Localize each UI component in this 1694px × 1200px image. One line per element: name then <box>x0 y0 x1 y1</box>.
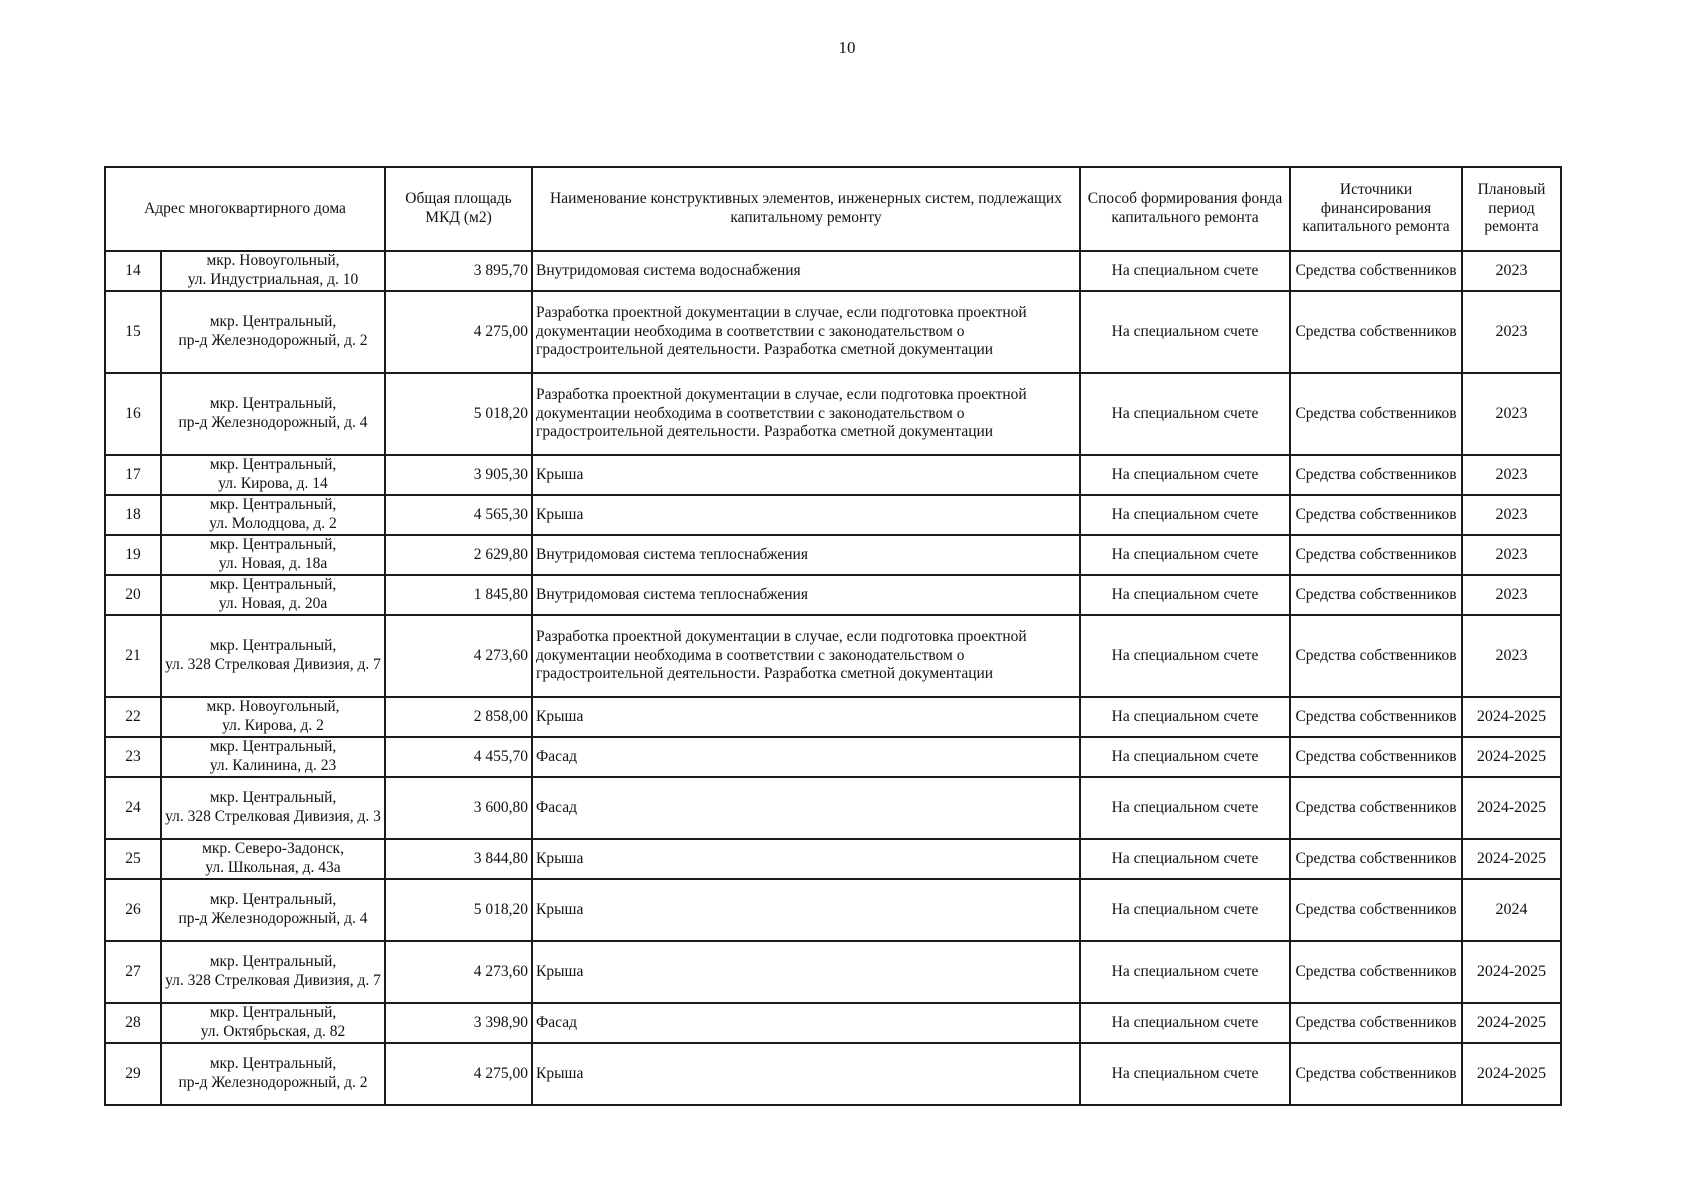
table-row <box>105 251 1561 291</box>
row-number: 29 <box>105 1043 161 1105</box>
period-value: 2023 <box>1495 405 1528 423</box>
period-value: 2024-2025 <box>1476 963 1547 981</box>
page-number: 10 <box>838 38 856 57</box>
row-number: 18 <box>105 495 161 535</box>
method-cell: На специальном счете <box>1080 373 1290 455</box>
method-cell: На специальном счете <box>1080 575 1290 615</box>
address-cell <box>161 495 385 535</box>
method-cell: На специальном счете <box>1080 615 1290 697</box>
period-value: 2024-2025 <box>1476 708 1547 726</box>
method-cell: На специальном счете <box>1080 251 1290 291</box>
element-cell: Фасад <box>532 1003 1080 1043</box>
table-row <box>105 1003 1561 1043</box>
table-row <box>105 535 1561 575</box>
address-district: мкр. Центральный, <box>209 738 337 756</box>
table-row <box>105 615 1561 697</box>
area-cell: 4 275,00 <box>385 291 532 373</box>
address-cell <box>161 251 385 291</box>
element-cell: Крыша <box>532 879 1080 941</box>
element-cell: Крыша <box>532 941 1080 1003</box>
row-number: 19 <box>105 535 161 575</box>
element-cell: Крыша <box>532 839 1080 879</box>
row-number: 23 <box>105 737 161 777</box>
address-cell <box>161 941 385 1003</box>
period-cell <box>1462 495 1561 535</box>
address-street: пр-д Железнодорожный, д. 2 <box>178 332 368 349</box>
address-district: мкр. Центральный, <box>209 953 337 971</box>
period-cell <box>1462 575 1561 615</box>
source-cell: Средства собственников <box>1290 941 1462 1003</box>
address-cell <box>161 1043 385 1105</box>
address-street: ул. Индустриальная, д. 10 <box>187 271 359 288</box>
method-cell: На специальном счете <box>1080 879 1290 941</box>
period-cell <box>1462 1043 1561 1105</box>
method-cell: На специальном счете <box>1080 291 1290 373</box>
period-value: 2024 <box>1495 901 1528 919</box>
address-district: мкр. Центральный, <box>209 891 337 909</box>
table-row <box>105 941 1561 1003</box>
period-cell <box>1462 373 1561 455</box>
element-cell: Разработка проектной документации в случае, если подготовка проектной документации необходима в соответствии с законодательством о градостроительной деятельности. Разработка сметной документации <box>532 291 1080 373</box>
address-street: пр-д Железнодорожный, д. 4 <box>178 910 368 927</box>
area-cell: 3 895,70 <box>385 251 532 291</box>
source-cell: Средства собственников <box>1290 251 1462 291</box>
header-method: Способ формирования фонда капитального ремонта <box>1080 167 1290 251</box>
row-number: 27 <box>105 941 161 1003</box>
address-cell <box>161 1003 385 1043</box>
source-cell: Средства собственников <box>1290 373 1462 455</box>
period-value: 2024-2025 <box>1476 799 1547 817</box>
method-cell: На специальном счете <box>1080 697 1290 737</box>
period-cell <box>1462 615 1561 697</box>
row-number: 22 <box>105 697 161 737</box>
method-cell: На специальном счете <box>1080 777 1290 839</box>
address-street: ул. Школьная, д. 43а <box>205 859 341 876</box>
address-cell <box>161 455 385 495</box>
address-cell <box>161 535 385 575</box>
element-cell: Внутридомовая система теплоснабжения <box>532 535 1080 575</box>
source-cell: Средства собственников <box>1290 1043 1462 1105</box>
element-cell: Крыша <box>532 495 1080 535</box>
period-cell <box>1462 697 1561 737</box>
element-cell: Крыша <box>532 455 1080 495</box>
method-cell: На специальном счете <box>1080 1003 1290 1043</box>
table-row <box>105 495 1561 535</box>
source-cell: Средства собственников <box>1290 495 1462 535</box>
row-number: 16 <box>105 373 161 455</box>
address-cell <box>161 615 385 697</box>
period-value: 2023 <box>1495 323 1528 341</box>
address-cell <box>161 697 385 737</box>
row-number: 14 <box>105 251 161 291</box>
address-street: ул. Октябрьская, д. 82 <box>200 1023 346 1040</box>
area-cell: 2 858,00 <box>385 697 532 737</box>
table-row <box>105 777 1561 839</box>
address-district: мкр. Центральный, <box>209 789 337 807</box>
method-cell: На специальном счете <box>1080 535 1290 575</box>
area-cell: 2 629,80 <box>385 535 532 575</box>
address-street: ул. 328 Стрелковая Дивизия, д. 7 <box>165 972 381 989</box>
address-district: мкр. Центральный, <box>209 496 337 514</box>
source-cell: Средства собственников <box>1290 291 1462 373</box>
table-row <box>105 839 1561 879</box>
area-cell: 5 018,20 <box>385 373 532 455</box>
table-row <box>105 879 1561 941</box>
element-cell: Внутридомовая система теплоснабжения <box>532 575 1080 615</box>
source-cell: Средства собственников <box>1290 1003 1462 1043</box>
address-street: ул. Новая, д. 18а <box>218 555 328 572</box>
area-cell: 4 273,60 <box>385 615 532 697</box>
element-cell: Разработка проектной документации в случае, если подготовка проектной документации необходима в соответствии с законодательством о градостроительной деятельности. Разработка сметной документации <box>532 615 1080 697</box>
table-row <box>105 737 1561 777</box>
period-cell <box>1462 941 1561 1003</box>
source-cell: Средства собственников <box>1290 575 1462 615</box>
method-cell: На специальном счете <box>1080 737 1290 777</box>
row-number: 15 <box>105 291 161 373</box>
address-district: мкр. Северо-Задонск, <box>202 840 344 858</box>
element-cell: Крыша <box>532 1043 1080 1105</box>
header-period: Плановый период ремонта <box>1462 167 1561 251</box>
period-value: 2023 <box>1495 546 1528 564</box>
address-district: мкр. Центральный, <box>209 576 337 594</box>
table-header-row <box>105 167 1561 251</box>
table-row <box>105 575 1561 615</box>
header-elements: Наименование конструктивных элементов, инженерных систем, подлежащих капитальному ремонту <box>532 167 1080 251</box>
element-cell: Фасад <box>532 777 1080 839</box>
row-number: 21 <box>105 615 161 697</box>
address-cell <box>161 879 385 941</box>
source-cell: Средства собственников <box>1290 697 1462 737</box>
address-street: ул. Новая, д. 20а <box>218 595 328 612</box>
period-value: 2024-2025 <box>1476 1065 1547 1083</box>
header-address: Адрес многоквартирного дома <box>105 167 385 251</box>
source-cell: Средства собственников <box>1290 615 1462 697</box>
address-street: ул. Кирова, д. 14 <box>218 475 328 492</box>
period-value: 2023 <box>1495 586 1528 604</box>
area-cell: 5 018,20 <box>385 879 532 941</box>
address-cell <box>161 777 385 839</box>
address-district: мкр. Центральный, <box>209 536 337 554</box>
period-cell <box>1462 1003 1561 1043</box>
address-district: мкр. Новоугольный, <box>206 252 340 270</box>
row-number: 17 <box>105 455 161 495</box>
address-cell <box>161 291 385 373</box>
table-row <box>105 697 1561 737</box>
address-street: ул. Калинина, д. 23 <box>209 757 337 774</box>
address-street: ул. Кирова, д. 2 <box>222 717 324 734</box>
period-value: 2024-2025 <box>1476 748 1547 766</box>
header-source: Источники финансирования капитального ремонта <box>1290 167 1462 251</box>
address-district: мкр. Центральный, <box>209 1004 337 1022</box>
row-number: 24 <box>105 777 161 839</box>
address-street: ул. 328 Стрелковая Дивизия, д. 3 <box>165 808 381 825</box>
period-cell <box>1462 879 1561 941</box>
row-number: 20 <box>105 575 161 615</box>
area-cell: 4 565,30 <box>385 495 532 535</box>
method-cell: На специальном счете <box>1080 839 1290 879</box>
method-cell: На специальном счете <box>1080 455 1290 495</box>
source-cell: Средства собственников <box>1290 455 1462 495</box>
area-cell: 4 275,00 <box>385 1043 532 1105</box>
element-cell: Фасад <box>532 737 1080 777</box>
period-value: 2023 <box>1495 262 1528 280</box>
row-number: 26 <box>105 879 161 941</box>
period-cell <box>1462 291 1561 373</box>
area-cell: 3 600,80 <box>385 777 532 839</box>
element-cell: Внутридомовая система водоснабжения <box>532 251 1080 291</box>
source-cell: Средства собственников <box>1290 535 1462 575</box>
source-cell: Средства собственников <box>1290 839 1462 879</box>
address-district: мкр. Центральный, <box>209 456 337 474</box>
capital-repair-table <box>104 166 1562 1106</box>
source-cell: Средства собственников <box>1290 737 1462 777</box>
period-cell <box>1462 535 1561 575</box>
table-row <box>105 455 1561 495</box>
period-value: 2023 <box>1495 647 1528 665</box>
address-cell <box>161 373 385 455</box>
method-cell: На специальном счете <box>1080 941 1290 1003</box>
address-street: пр-д Железнодорожный, д. 2 <box>178 1074 368 1091</box>
method-cell: На специальном счете <box>1080 495 1290 535</box>
period-cell <box>1462 777 1561 839</box>
address-district: мкр. Центральный, <box>209 1055 337 1073</box>
row-number: 25 <box>105 839 161 879</box>
period-cell <box>1462 251 1561 291</box>
header-area: Общая площадь МКД (м2) <box>385 167 532 251</box>
address-street: ул. 328 Стрелковая Дивизия, д. 7 <box>165 656 381 673</box>
period-cell <box>1462 455 1561 495</box>
address-street: пр-д Железнодорожный, д. 4 <box>178 414 368 431</box>
period-cell <box>1462 737 1561 777</box>
area-cell: 4 455,70 <box>385 737 532 777</box>
period-value: 2023 <box>1495 506 1528 524</box>
area-cell: 3 844,80 <box>385 839 532 879</box>
period-value: 2023 <box>1495 466 1528 484</box>
area-cell: 4 273,60 <box>385 941 532 1003</box>
table-row <box>105 373 1561 455</box>
address-cell <box>161 737 385 777</box>
area-cell: 1 845,80 <box>385 575 532 615</box>
source-cell: Средства собственников <box>1290 879 1462 941</box>
element-cell: Разработка проектной документации в случае, если подготовка проектной документации необходима в соответствии с законодательством о градостроительной деятельности. Разработка сметной документации <box>532 373 1080 455</box>
row-number: 28 <box>105 1003 161 1043</box>
address-district: мкр. Новоугольный, <box>206 698 340 716</box>
period-value: 2024-2025 <box>1476 850 1547 868</box>
method-cell: На специальном счете <box>1080 1043 1290 1105</box>
table-row <box>105 291 1561 373</box>
area-cell: 3 905,30 <box>385 455 532 495</box>
address-street: ул. Молодцова, д. 2 <box>209 515 337 532</box>
source-cell: Средства собственников <box>1290 777 1462 839</box>
period-cell <box>1462 839 1561 879</box>
address-cell <box>161 839 385 879</box>
element-cell: Крыша <box>532 697 1080 737</box>
address-district: мкр. Центральный, <box>209 313 337 331</box>
area-cell: 3 398,90 <box>385 1003 532 1043</box>
address-cell <box>161 575 385 615</box>
period-value: 2024-2025 <box>1476 1014 1547 1032</box>
table-row <box>105 1043 1561 1105</box>
address-district: мкр. Центральный, <box>209 395 337 413</box>
address-district: мкр. Центральный, <box>209 637 337 655</box>
